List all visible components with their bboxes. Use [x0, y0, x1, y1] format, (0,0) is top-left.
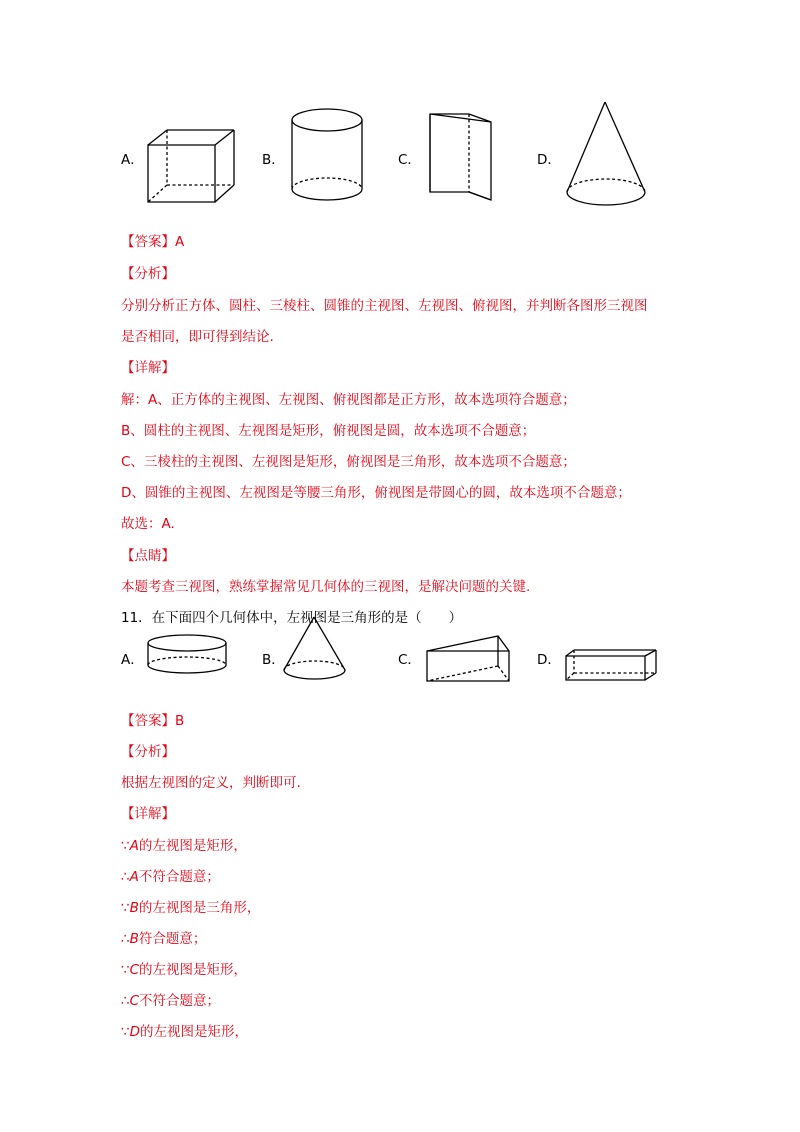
because-symbol: ∵ [121, 900, 130, 916]
answer-value: B [175, 713, 185, 729]
detail-text: 的左视图是矩形， [138, 838, 247, 854]
q11-detail-line-5 [121, 960, 247, 980]
because-symbol: ∵ [121, 962, 130, 978]
q10-detail-line-1: 解：A、正方体的主视图、左视图、俯视图都是正方形，故本选项符合题意； [121, 392, 576, 408]
q11-detail-line-1 [121, 836, 247, 856]
q11-analysis-line: 根据左视图的定义，判断即可. [121, 775, 301, 791]
q10-detail-line-3: C、三棱柱的主视图、左视图是矩形，俯视图是三角形，故本选项不合题意； [121, 454, 576, 470]
answer-tag: 【答案】 [121, 234, 175, 250]
option-variable: A [129, 869, 139, 885]
detail-text: 的左视图是三角形， [138, 900, 261, 916]
triangular-prism-figure [426, 110, 496, 210]
option-variable: C [129, 962, 140, 978]
q11-option-b-label: B． [262, 652, 285, 668]
q11-analysis-tag: 【分析】 [121, 744, 175, 760]
detail-text: 的左视图是矩形， [139, 962, 248, 978]
cone-figure-small [281, 615, 351, 685]
therefore-symbol: ∴ [121, 931, 130, 947]
detail-text: 符合题意； [138, 931, 207, 947]
because-symbol: ∵ [121, 838, 130, 854]
detail-text: 不符合题意； [139, 993, 221, 1009]
q11-detail-line-2 [121, 867, 220, 887]
q10-option-d-label: D． [537, 152, 561, 168]
detail-text: 的左视图是矩形， [140, 1024, 248, 1040]
q10-detail-tag: 【详解】 [121, 360, 175, 376]
q11-detail-line-4 [121, 929, 206, 949]
cone-figure [563, 100, 653, 210]
detail-text: 不符合题意； [138, 869, 220, 885]
q10-detail-line-2: B、圆柱的主视图、左视图是矩形，俯视图是圆，故本选项不合题意； [121, 423, 536, 439]
q10-option-c-label: C． [398, 152, 421, 168]
option-variable: B [129, 931, 139, 947]
option-variable: D [129, 1024, 140, 1040]
q11-detail-tag: 【详解】 [121, 806, 175, 822]
lying-prism-figure [424, 633, 514, 685]
q10-analysis-line-1: 分别分析正方体、圆柱、三棱柱、圆锥的主视图、左视图、俯视图，并判断各图形三视图 [121, 298, 648, 314]
q10-option-b-label: B． [262, 152, 285, 168]
q11-answer [121, 711, 184, 731]
q10-answer [121, 232, 184, 252]
option-variable: C [129, 993, 140, 1009]
cube-figure [145, 127, 240, 207]
q11-detail-line-7 [121, 1022, 248, 1042]
q11-detail-line-3 [121, 898, 260, 918]
because-symbol: ∵ [121, 1024, 130, 1040]
q10-option-a-label: A． [121, 152, 144, 168]
q11-question: 11．在下面四个几何体中，左视图是三角形的是（ ） [121, 610, 463, 626]
therefore-symbol: ∴ [121, 869, 130, 885]
q11-option-d-label: D． [537, 652, 561, 668]
answer-value: A [175, 234, 185, 250]
q11-option-a-label: A． [121, 652, 144, 668]
answer-tag: 【答案】 [121, 713, 175, 729]
q10-detail-line-4: D、圆锥的主视图、左视图是等腰三角形，俯视图是带圆心的圆，故本选项不合题意； [121, 485, 631, 501]
therefore-symbol: ∴ [121, 993, 130, 1009]
q10-detail-line-5: 故选：A. [121, 516, 175, 532]
cuboid-figure [563, 648, 661, 684]
q11-detail-line-6 [121, 991, 220, 1011]
q10-analysis-tag: 【分析】 [121, 266, 175, 282]
option-variable: A [129, 838, 139, 854]
q10-comment-line: 本题考查三视图，熟练掌握常见几何体的三视图，是解决问题的关键. [121, 579, 531, 595]
cylinder-figure [289, 107, 367, 207]
q10-analysis-line-2: 是否相同，即可得到结论. [121, 329, 274, 345]
q11-option-c-label: C． [398, 652, 421, 668]
q10-comment-tag: 【点睛】 [121, 548, 175, 564]
option-variable: B [129, 900, 139, 916]
flat-cylinder-figure [145, 633, 230, 678]
